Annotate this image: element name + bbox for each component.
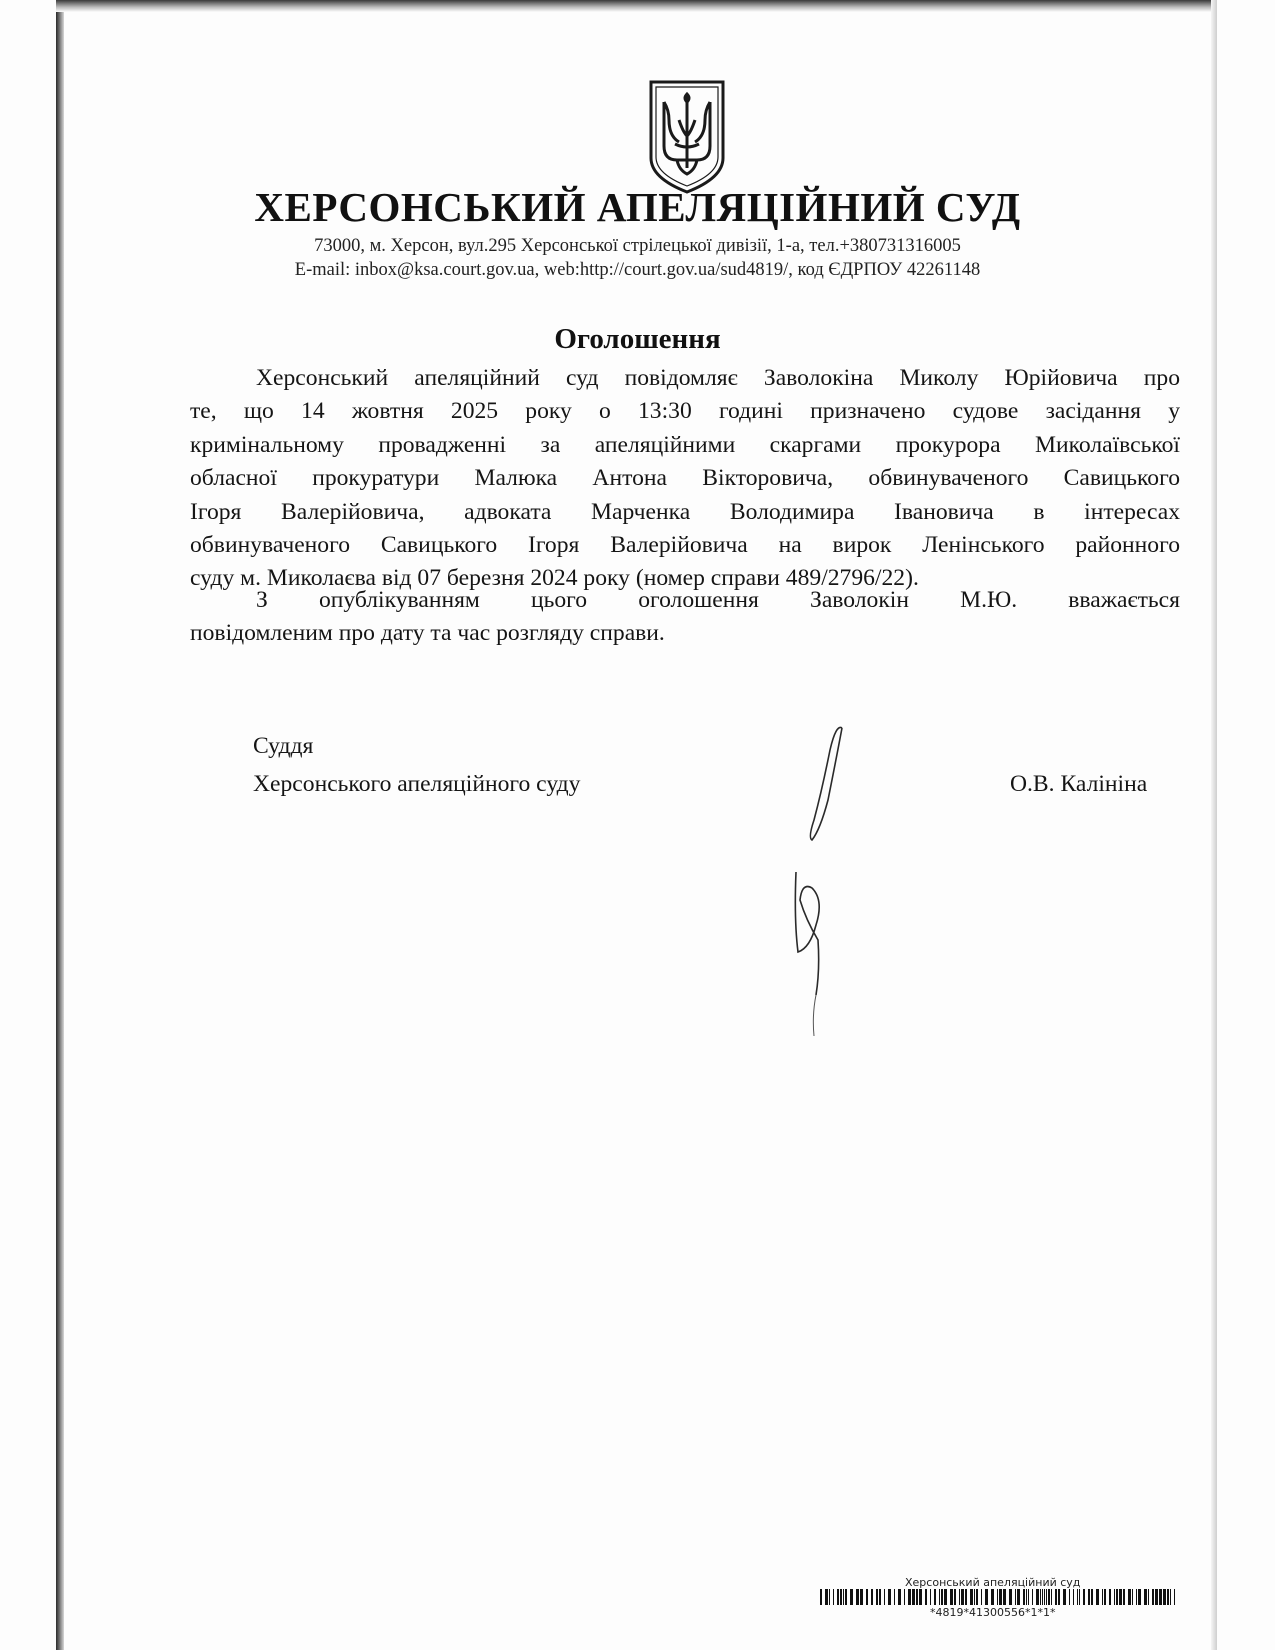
court-name: ХЕРСОНСЬКИЙ АПЕЛЯЦІЙНИЙ СУД <box>254 184 1021 230</box>
paragraph-line: Ігоря Валерійовича, адвоката Марченка Володимира Івановича в інтересах <box>190 498 1180 525</box>
barcode-number: *4819*41300556*1*1* <box>930 1606 1056 1619</box>
judge-name: О.В. Калініна <box>1010 771 1148 797</box>
paragraph-line: те, що 14 жовтня 2025 року о 13:30 годині призначено судове засідання у <box>190 398 1180 425</box>
scan-edge-top <box>56 0 1216 12</box>
contacts-line: E-mail: inbox@ksa.court.gov.ua, web:http://court.gov.ua/sud4819/, код ЄДРПОУ 42261148 <box>294 260 981 280</box>
paragraph-line: кримінальному провадженні за апеляційними скаргами прокурора Миколаївської <box>190 431 1180 458</box>
notice-paragraph-2 <box>190 584 1180 651</box>
notice-paragraph-1 <box>190 362 1180 596</box>
paragraph-line: повідомленим про дату та час розгляду справи. <box>190 620 665 647</box>
paragraph-line: обвинуваченого Савицького Ігоря Валерійовича на вирок Ленінського районного <box>190 531 1180 558</box>
notice-title: Оголошення <box>554 323 721 355</box>
handwritten-signature <box>790 720 890 1040</box>
judge-court: Херсонського апеляційного суду <box>253 771 581 797</box>
paragraph-line: Херсонський апеляційний суд повідомляє Заволокіна Миколу Юрійовича про <box>256 365 1180 391</box>
paragraph-line: суду м. Миколаєва від 07 березня 2024 року (номер справи 489/2796/22). <box>190 565 919 592</box>
paragraph-line: З опублікуванням цього оголошення Заволокін М.Ю. вважається <box>256 587 1180 613</box>
paragraph-line: обласної прокуратури Малюка Антона Вікторовича, обвинуваченого Савицького <box>190 465 1180 492</box>
trident-coat-of-arms-icon <box>647 80 727 194</box>
stamp-org-label: Херсонський апеляційний суд <box>905 1576 1081 1589</box>
document-barcode <box>820 1589 1180 1605</box>
judge-role: Суддя <box>253 733 314 759</box>
address-line: 73000, м. Херсон, вул.295 Херсонської стрілецької дивізії, 1-а, тел.+380731316005 <box>314 236 961 256</box>
